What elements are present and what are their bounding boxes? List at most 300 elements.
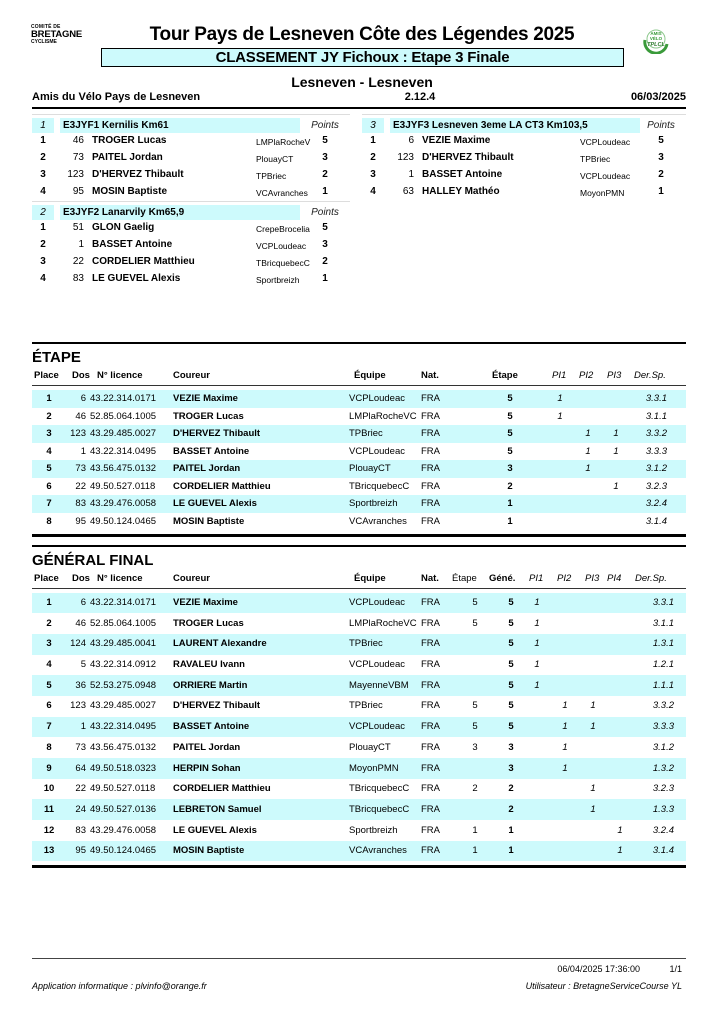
licence: 49.50.518.0323 <box>90 762 157 774</box>
team: VCAvranches <box>349 845 407 857</box>
licence: 43.29.476.0058 <box>90 824 157 836</box>
team: TPBriec <box>580 154 611 164</box>
dossard: 22 <box>72 256 84 267</box>
general-points: 5 <box>508 679 514 691</box>
licence: 43.22.314.0171 <box>90 597 157 608</box>
team: TPBriec <box>256 171 287 181</box>
sprint-row <box>362 148 686 165</box>
team: TPBriec <box>349 638 383 650</box>
general-points: 5 <box>508 700 514 712</box>
table-header <box>32 367 686 386</box>
place: 4 <box>370 186 376 197</box>
etape-points: 3 <box>507 463 513 474</box>
team: Sportbreizh <box>349 824 398 836</box>
team: VCPLoudeac <box>349 659 405 671</box>
pi2: 1 <box>562 741 568 753</box>
place: 3 <box>46 638 52 650</box>
pi2: 1 <box>585 463 591 474</box>
pi2: 1 <box>585 445 591 457</box>
pi1: 1 <box>557 393 563 404</box>
sprint-number: 2 <box>32 205 54 220</box>
der-sp: 3.3.2 <box>652 700 674 712</box>
der-sp: 3.1.2 <box>652 741 674 753</box>
col-place: Place <box>34 370 59 381</box>
rider-name: LE GUEVEL Alexis <box>173 824 257 836</box>
licence: 49.50.124.0465 <box>90 845 157 857</box>
pi3: 1 <box>590 721 596 733</box>
table-row <box>32 593 686 614</box>
rider-name: BASSET Antoine <box>173 445 250 457</box>
team: LMPlaRocheVC <box>349 617 417 629</box>
svg-text:AMIS: AMIS <box>650 31 662 36</box>
place: 3 <box>370 169 376 180</box>
rider-name: RAVALEU Ivann <box>173 659 245 671</box>
table-row <box>32 799 686 820</box>
table-row <box>32 390 686 408</box>
rider-name: PAITEL Jordan <box>173 741 241 753</box>
der-sp: 3.1.2 <box>645 463 667 474</box>
team: VCAvranches <box>349 515 407 527</box>
nationality: FRA <box>421 700 440 712</box>
dossard: 73 <box>72 152 84 163</box>
sprint-row <box>32 269 350 286</box>
rider-name: D'HERVEZ Thibault <box>173 700 261 712</box>
pi1: 1 <box>534 617 540 629</box>
page-title: Tour Pays de Lesneven Côte des Légendes 2025 <box>149 24 575 45</box>
dossard: 5 <box>80 659 86 671</box>
dossard: 6 <box>80 393 86 404</box>
etape-section <box>32 342 686 537</box>
table-row <box>32 675 686 696</box>
rider-name: CORDELIER Matthieu <box>173 480 271 492</box>
col-equipe: Équipe <box>354 370 386 381</box>
general-points: 5 <box>508 721 514 733</box>
rider-name: LAURENT Alexandre <box>173 638 267 650</box>
place: 11 <box>43 803 55 815</box>
team: MoyonPMN <box>349 762 399 774</box>
logo-line1: COMITÉ DE <box>31 24 61 30</box>
application-credit: Application informatique : plvinfo@orange.fr <box>32 981 207 991</box>
team: VCPLoudeac <box>349 445 405 457</box>
nationality: FRA <box>421 480 440 492</box>
der-sp: 3.3.3 <box>645 445 667 457</box>
table-row <box>32 495 686 513</box>
der-sp: 3.3.3 <box>652 721 674 733</box>
pi3: 1 <box>590 783 596 795</box>
licence: 43.56.475.0132 <box>90 463 157 474</box>
points: 3 <box>322 152 328 163</box>
table-row <box>32 820 686 841</box>
points-label: Points <box>647 120 675 131</box>
sprint-row <box>362 182 686 199</box>
rider-name: MOSIN Baptiste <box>173 845 245 857</box>
licence: 49.50.527.0118 <box>90 783 156 795</box>
place: 13 <box>43 845 55 857</box>
sprint-header <box>32 114 350 131</box>
place: 1 <box>46 597 52 608</box>
nationality: FRA <box>421 515 440 527</box>
rider-name: D'HERVEZ Thibault <box>422 152 514 163</box>
general-points: 2 <box>508 783 514 795</box>
der-sp: 1.2.1 <box>652 659 674 671</box>
rider-name: D'HERVEZ Thibault <box>173 428 261 439</box>
col-pi1: PI1 <box>529 572 544 584</box>
pi1: 1 <box>534 679 540 691</box>
sprint-name: E3JYF2 Lanarvily Km65,9 <box>60 205 300 220</box>
nationality: FRA <box>421 659 440 671</box>
etape-points: 2 <box>507 480 513 492</box>
rider-name: LE GUEVEL Alexis <box>92 273 181 284</box>
table-row <box>32 443 686 461</box>
team: TPBriec <box>349 700 383 712</box>
table-row <box>32 655 686 676</box>
rider-name: HERPIN Sohan <box>173 762 241 774</box>
place: 2 <box>46 410 52 422</box>
general-points: 1 <box>508 824 514 836</box>
licence: 43.22.314.0495 <box>90 721 157 733</box>
place: 6 <box>46 700 52 712</box>
licence: 49.50.124.0465 <box>90 515 157 527</box>
header-divider <box>32 107 686 109</box>
sprint-name: E3JYF1 Kernilis Km61 <box>60 118 300 133</box>
col-pi2: PI2 <box>579 370 594 381</box>
pi3: 1 <box>590 803 596 815</box>
etape-points: 5 <box>472 721 478 733</box>
team: VCPLoudeac <box>349 393 405 404</box>
nationality: FRA <box>421 445 440 457</box>
der-sp: 3.3.1 <box>652 597 674 608</box>
place: 3 <box>40 169 46 180</box>
sprint-box-2 <box>32 201 350 286</box>
dossard: 123 <box>67 169 84 180</box>
pi2: 1 <box>585 428 591 439</box>
place: 4 <box>46 445 52 457</box>
col-pi1: PI1 <box>552 370 567 381</box>
team: VCPLoudeac <box>256 241 307 251</box>
version-number: 2.12.4 <box>404 91 436 103</box>
rider-name: HALLEY Mathéo <box>422 186 500 197</box>
course-name: Lesneven - Lesneven <box>291 74 433 90</box>
rider-name: BASSET Antoine <box>422 169 503 180</box>
team: Sportbreizh <box>256 275 300 285</box>
der-sp: 1.3.2 <box>652 762 674 774</box>
dossard: 46 <box>75 410 86 422</box>
team: PlouayCT <box>349 741 391 753</box>
nationality: FRA <box>421 762 440 774</box>
table-row <box>32 696 686 717</box>
etape-points: 5 <box>472 617 478 629</box>
col-dos: Dos <box>72 370 90 381</box>
pi2: 1 <box>562 700 568 712</box>
der-sp: 3.3.1 <box>645 393 667 404</box>
rider-name: VEZIE Maxime <box>173 597 238 608</box>
place: 1 <box>40 222 46 233</box>
col-dos: Dos <box>72 572 90 584</box>
sprint-row <box>32 235 350 252</box>
der-sp: 3.1.1 <box>645 410 667 422</box>
section-divider <box>32 342 686 344</box>
sprint-box-1 <box>32 114 350 199</box>
classement-banner: CLASSEMENT JY Fichoux : Etape 3 Finale <box>101 48 624 67</box>
team: CrepeBrocelia <box>256 224 310 234</box>
section-title: GÉNÉRAL FINAL <box>32 551 154 569</box>
points: 2 <box>658 169 664 180</box>
table-row <box>32 613 686 634</box>
rider-name: TROGER Lucas <box>92 135 167 146</box>
pi1: 1 <box>534 638 540 650</box>
team: LMPlaRocheV <box>256 137 311 147</box>
table-row <box>32 478 686 496</box>
general-points: 5 <box>508 659 514 671</box>
team: TPBriec <box>349 428 383 439</box>
general-points: 2 <box>508 803 514 815</box>
place: 2 <box>40 239 46 250</box>
dossard: 64 <box>75 762 86 774</box>
col-place: Place <box>34 572 59 584</box>
nationality: FRA <box>421 498 440 509</box>
etape-points: 1 <box>472 824 478 836</box>
nationality: FRA <box>421 597 440 608</box>
section-bottom-rule <box>32 865 686 868</box>
col-dersp: Der.Sp. <box>635 572 667 584</box>
pi4: 1 <box>617 824 623 836</box>
licence: 43.22.314.0171 <box>90 393 157 404</box>
sprint-row <box>32 165 350 182</box>
nationality: FRA <box>421 617 440 629</box>
rider-name: MOSIN Baptiste <box>173 515 245 527</box>
sprint-row <box>32 218 350 235</box>
table-row <box>32 460 686 478</box>
table-row <box>32 737 686 758</box>
licence: 43.29.485.0027 <box>90 428 157 439</box>
table-row <box>32 841 686 862</box>
general-points: 3 <box>508 762 514 774</box>
der-sp: 3.1.4 <box>645 515 667 527</box>
team: PlouayCT <box>256 154 294 164</box>
table-row <box>32 758 686 779</box>
pi3: 1 <box>613 428 619 439</box>
pi3: 1 <box>613 445 619 457</box>
der-sp: 3.1.4 <box>652 845 674 857</box>
licence: 43.29.485.0041 <box>90 638 157 650</box>
nationality: FRA <box>421 638 440 650</box>
nationality: FRA <box>421 803 440 815</box>
points: 5 <box>322 222 328 233</box>
amis-velo-logo-icon <box>641 26 671 54</box>
dossard: 73 <box>75 741 86 753</box>
section-divider <box>32 545 686 547</box>
dossard: 95 <box>72 186 84 197</box>
etape-table-body <box>32 390 686 530</box>
user-credit: Utilisateur : BretagneServiceCourse YL <box>525 981 682 991</box>
col-pi3: PI3 <box>607 370 622 381</box>
nationality: FRA <box>421 741 440 753</box>
nationality: FRA <box>421 410 440 422</box>
team: VCPLoudeac <box>580 171 631 181</box>
dossard: 51 <box>72 222 84 233</box>
place: 12 <box>43 824 55 836</box>
col-coureur: Coureur <box>173 572 210 584</box>
general-section <box>32 545 686 868</box>
der-sp: 3.3.2 <box>645 428 667 439</box>
rider-name: PAITEL Jordan <box>173 463 241 474</box>
general-table-body <box>32 593 686 862</box>
etape-points: 5 <box>507 410 513 422</box>
pi4: 1 <box>617 845 623 857</box>
footer-divider <box>32 958 686 959</box>
etape-points: 5 <box>472 700 478 712</box>
points: 1 <box>658 186 664 197</box>
place: 7 <box>46 498 52 509</box>
logo-line3: CYCLISME <box>31 38 57 45</box>
team: MoyonPMN <box>580 188 625 198</box>
table-header <box>32 570 686 589</box>
pi2: 1 <box>562 762 568 774</box>
rider-name: CORDELIER Matthieu <box>92 256 195 267</box>
nationality: FRA <box>421 428 440 439</box>
team: VCPLoudeac <box>580 137 631 147</box>
place: 2 <box>40 152 46 163</box>
der-sp: 3.1.1 <box>652 617 674 629</box>
etape-points: 5 <box>507 445 513 457</box>
general-points: 5 <box>508 617 514 629</box>
dossard: 73 <box>75 463 86 474</box>
col-pi3: PI3 <box>585 572 600 584</box>
pi3: 1 <box>613 480 619 492</box>
licence: 52.53.275.0948 <box>90 679 157 691</box>
general-points: 1 <box>508 845 514 857</box>
sprint-row <box>32 182 350 199</box>
der-sp: 1.3.1 <box>652 638 674 650</box>
table-row <box>32 408 686 426</box>
rider-name: TROGER Lucas <box>173 410 244 422</box>
team: TBricquebecC <box>349 480 410 492</box>
dossard: 123 <box>70 700 86 712</box>
rider-name: BASSET Antoine <box>92 239 173 250</box>
pi2: 1 <box>562 721 568 733</box>
sprint-row <box>362 165 686 182</box>
dossard: 83 <box>72 273 84 284</box>
nationality: FRA <box>421 393 440 404</box>
dossard: 124 <box>70 638 86 650</box>
rider-name: TROGER Lucas <box>173 617 244 629</box>
place: 1 <box>46 393 52 404</box>
general-points: 5 <box>508 638 514 650</box>
points-label: Points <box>311 207 339 218</box>
place: 4 <box>40 186 46 197</box>
col-pi4: PI4 <box>607 572 622 584</box>
licence: 52.85.064.1005 <box>90 410 157 422</box>
etape-points: 1 <box>472 845 478 857</box>
table-row <box>32 779 686 800</box>
pi3: 1 <box>590 700 596 712</box>
points: 2 <box>322 169 328 180</box>
points: 5 <box>658 135 664 146</box>
sprint-name: E3JYF3 Lesneven 3eme LA CT3 Km103,5 <box>390 118 640 133</box>
licence: 43.56.475.0132 <box>90 741 157 753</box>
nationality: FRA <box>421 679 440 691</box>
points: 1 <box>322 186 328 197</box>
licence: 49.50.527.0118 <box>90 480 156 492</box>
dossard: 24 <box>75 803 86 815</box>
place: 3 <box>40 256 46 267</box>
rider-name: VEZIE Maxime <box>173 393 238 404</box>
svg-text:VÉLO: VÉLO <box>649 36 663 41</box>
sprint-header <box>362 114 686 131</box>
place: 9 <box>46 762 52 774</box>
etape-points: 3 <box>472 741 478 753</box>
licence: 43.22.314.0912 <box>90 659 157 671</box>
nationality: FRA <box>421 721 440 733</box>
team: VCPLoudeac <box>349 721 405 733</box>
table-row <box>32 634 686 655</box>
team: TBricquebecC <box>256 258 310 268</box>
organizer-name: Amis du Vélo Pays de Lesneven <box>32 91 201 103</box>
table-row <box>32 717 686 738</box>
der-sp: 3.2.4 <box>645 498 667 509</box>
col-pi2: PI2 <box>557 572 572 584</box>
points: 3 <box>658 152 664 163</box>
dossard: 22 <box>75 783 86 795</box>
dossard: 63 <box>402 186 414 197</box>
table-row <box>32 513 686 531</box>
licence: 49.50.527.0136 <box>90 803 157 815</box>
general-points: 5 <box>508 597 514 608</box>
col-coureur: Coureur <box>173 370 210 381</box>
col-licence: N° licence <box>97 370 143 381</box>
print-timestamp: 06/04/2025 17:36:00 <box>557 964 640 974</box>
team: PlouayCT <box>349 463 391 474</box>
dossard: 1 <box>80 445 86 457</box>
rider-name: BASSET Antoine <box>173 721 250 733</box>
place: 1 <box>40 135 46 146</box>
page-number: 1/1 <box>669 964 682 974</box>
dossard: 6 <box>408 135 414 146</box>
sprint-row <box>32 131 350 148</box>
dossard: 95 <box>75 515 86 527</box>
rider-name: VEZIE Maxime <box>422 135 491 146</box>
dossard: 83 <box>75 824 86 836</box>
team: LMPlaRocheVC <box>349 410 417 422</box>
team: TBricquebecC <box>349 803 410 815</box>
licence: 43.29.476.0058 <box>90 498 157 509</box>
etape-points: 1 <box>507 515 513 527</box>
place: 4 <box>40 273 46 284</box>
etape-points: 2 <box>472 783 478 795</box>
der-sp: 3.2.4 <box>652 824 674 836</box>
der-sp: 3.2.3 <box>652 783 674 795</box>
general-points: 3 <box>508 741 514 753</box>
points-label: Points <box>311 120 339 131</box>
place: 5 <box>46 679 52 691</box>
dossard: 1 <box>78 239 84 250</box>
nationality: FRA <box>421 783 440 795</box>
section-bottom-rule <box>32 534 686 537</box>
dossard: 22 <box>75 480 86 492</box>
points: 1 <box>322 273 328 284</box>
sprint-box-3 <box>362 114 686 199</box>
dossard: 46 <box>72 135 84 146</box>
dossard: 95 <box>75 845 86 857</box>
place: 4 <box>46 659 52 671</box>
section-title: ÉTAPE <box>32 349 81 366</box>
rider-name: ORRIERE Martin <box>173 679 248 691</box>
place: 5 <box>46 463 52 474</box>
rider-name: D'HERVEZ Thibault <box>92 169 184 180</box>
etape-points: 5 <box>507 393 513 404</box>
place: 2 <box>370 152 376 163</box>
dossard: 83 <box>75 498 86 509</box>
